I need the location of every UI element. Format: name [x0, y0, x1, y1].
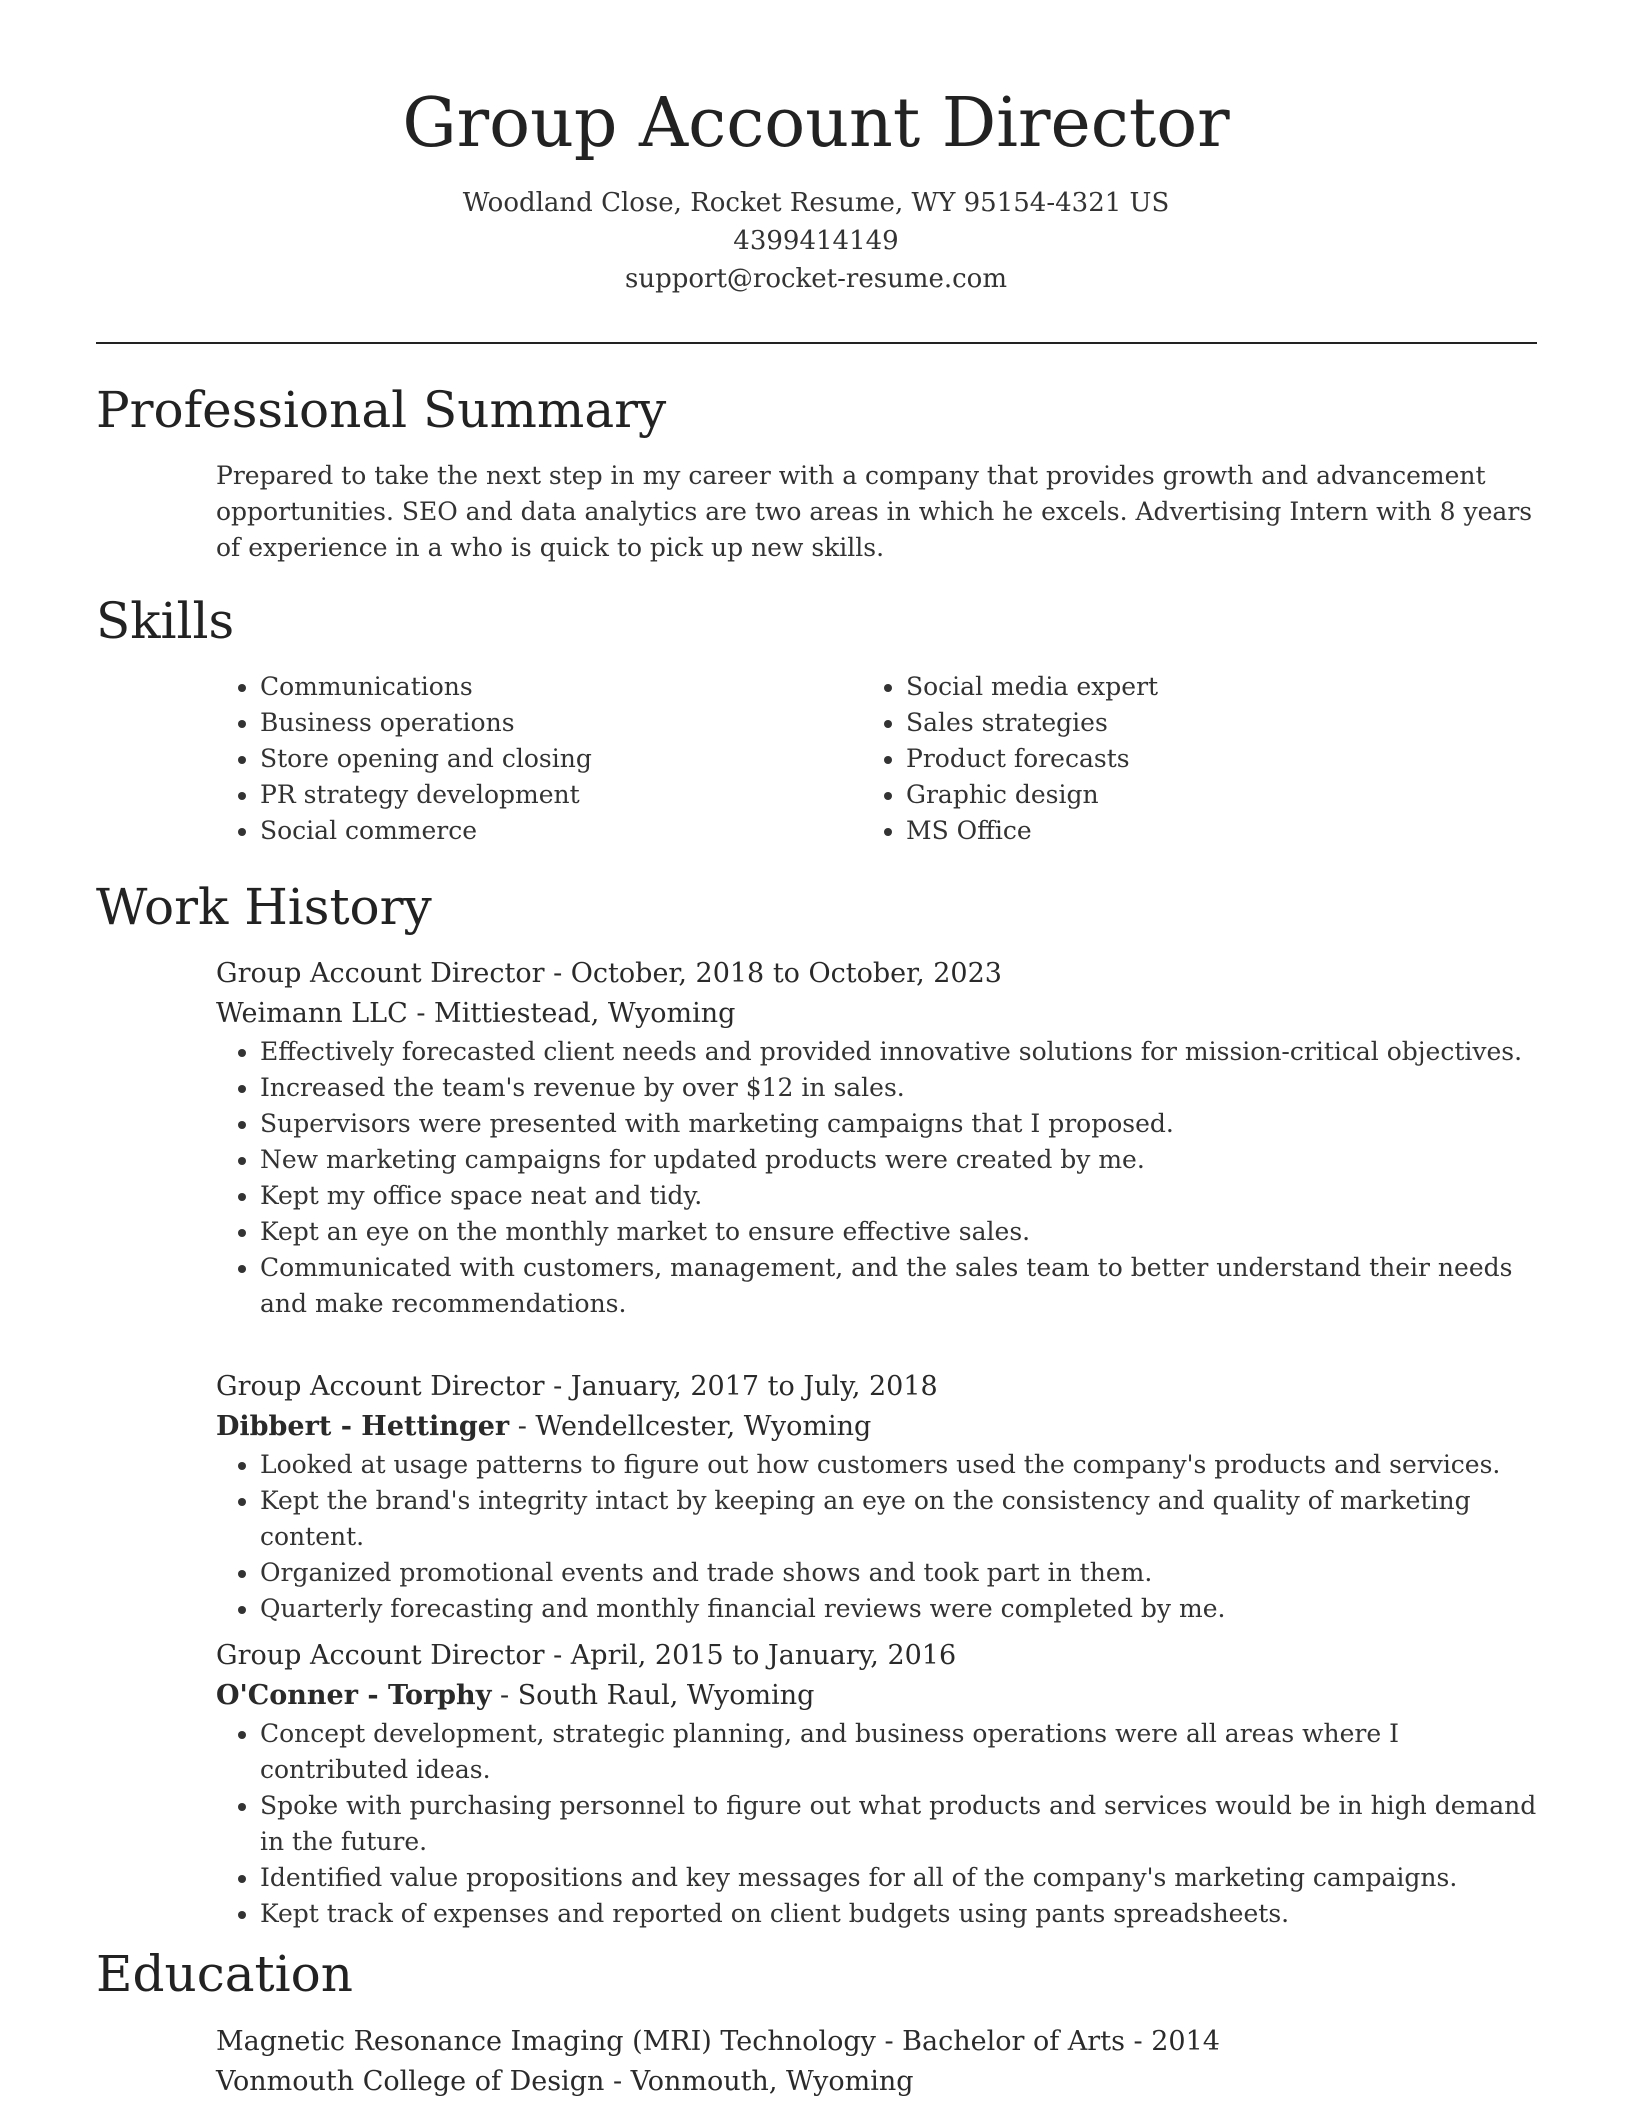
skill-item: • Product forecasts [906, 741, 1462, 777]
skill-item: • Business operations [260, 705, 816, 741]
skill-item: • Social media expert [906, 669, 1462, 705]
education-school-line [216, 2062, 1541, 2102]
job-company-line [216, 1407, 1541, 1447]
separator: - [544, 1371, 571, 1402]
contact-block [0, 184, 1632, 298]
job-bullet: • Kept an eye on the monthly market to ensure effective sales. [260, 1214, 1541, 1250]
job-bullet: • Looked at usage patterns to figure out how customers used the company's products and services. [260, 1447, 1541, 1483]
skill-item: • Communications [260, 669, 816, 705]
skills-column-right [862, 669, 1462, 849]
job-location: Mittiestead, Wyoming [434, 998, 736, 1029]
resume-header [0, 0, 1632, 298]
separator: - [491, 1680, 518, 1711]
job-bullet: • Kept the brand's integrity intact by keeping an eye on the consistency and quality of marketing content. [260, 1483, 1541, 1555]
job-bullet: • Quarterly forecasting and monthly financial reviews were completed by me. [260, 1591, 1541, 1627]
job-title-line [216, 954, 1541, 994]
contact-email: support@rocket-resume.com [624, 264, 1007, 294]
job-title: Group Account Director [216, 1640, 545, 1671]
job-title-line [216, 1636, 1541, 1676]
education-entry [216, 2022, 1541, 2102]
job-company-line [216, 1676, 1541, 1716]
job-entry [216, 1367, 1541, 1627]
contact-phone: 4399414149 [733, 226, 899, 256]
section-title-education: Education [96, 1945, 353, 2003]
job-entry [216, 1636, 1541, 1932]
separator: - [875, 2026, 903, 2057]
skills-list-left [216, 669, 816, 849]
section-title-work: Work History [96, 878, 432, 936]
skill-item: • PR strategy development [260, 777, 816, 813]
job-entry [216, 954, 1541, 1322]
separator: - [544, 958, 571, 989]
skills-column-left [216, 669, 816, 849]
job-title-line [216, 1367, 1541, 1407]
job-title: Group Account Director [216, 1371, 545, 1402]
job-dates: April, 2015 to January, 2016 [570, 1640, 957, 1671]
skill-item: • Graphic design [906, 777, 1462, 813]
education-location: Vonmouth, Wyoming [630, 2066, 914, 2097]
job-company: O'Conner - Torphy [216, 1680, 492, 1711]
education-degree-line [216, 2022, 1541, 2062]
job-company-line [216, 994, 1541, 1034]
job-location: Wendellcester, Wyoming [535, 1411, 872, 1442]
job-company: Weimann LLC [216, 998, 408, 1029]
job-bullet: • Increased the team's revenue by over $12 in sales. [260, 1070, 1541, 1106]
job-bullets [216, 1716, 1541, 1932]
skills-list-right [862, 669, 1462, 849]
job-dates: October, 2018 to October, 2023 [570, 958, 1002, 989]
education-field: Magnetic Resonance Imaging (MRI) Technology [216, 2026, 876, 2057]
summary-section [216, 458, 1541, 566]
job-bullets [216, 1447, 1541, 1627]
summary-text: Prepared to take the next step in my career with a company that provides growth and advancement opportunities. SEO and data analytics are two areas in which he excels. Advertising Intern with 8 years of experience in a who is quick to pick up new skills. [216, 461, 1533, 562]
education-school: Vonmouth College of Design [216, 2066, 605, 2097]
job-bullet: • Kept track of expenses and reported on client budgets using pants spreadsheets. [260, 1896, 1541, 1932]
separator: - [1124, 2026, 1152, 2057]
job-bullet: • Effectively forecasted client needs and provided innovative solutions for mission-critical objectives. [260, 1034, 1541, 1070]
job-bullet: • Communicated with customers, management, and the sales team to better understand their needs and make recommendations. [260, 1250, 1541, 1322]
candidate-name: Group Account Director [402, 84, 1230, 163]
skill-item: • Sales strategies [906, 705, 1462, 741]
job-location: South Raul, Wyoming [517, 1680, 815, 1711]
job-bullet: • Concept development, strategic planning, and business operations were all areas where I contributed ideas. [260, 1716, 1541, 1788]
separator: - [407, 998, 435, 1029]
education-degree: Bachelor of Arts [902, 2026, 1125, 2057]
job-company: Dibbert - Hettinger [216, 1411, 510, 1442]
job-bullet: • Spoke with purchasing personnel to figure out what products and services would be in high demand in the future. [260, 1788, 1541, 1860]
job-bullet: • Organized promotional events and trade shows and took part in them. [260, 1555, 1541, 1591]
education-year: 2014 [1151, 2026, 1220, 2057]
section-title-skills: Skills [96, 592, 235, 650]
job-bullet: • Supervisors were presented with marketing campaigns that I proposed. [260, 1106, 1541, 1142]
skill-item: • Social commerce [260, 813, 816, 849]
contact-address: Woodland Close, Rocket Resume, WY 95154-4321 US [462, 188, 1170, 218]
separator: - [604, 2066, 631, 2097]
separator: - [544, 1640, 571, 1671]
job-title: Group Account Director [216, 958, 545, 989]
job-bullets [216, 1034, 1541, 1322]
skill-item: • MS Office [906, 813, 1462, 849]
job-bullet: • Kept my office space neat and tidy. [260, 1178, 1541, 1214]
job-bullet: • Identified value propositions and key messages for all of the company's marketing campaigns. [260, 1860, 1541, 1896]
header-divider [96, 342, 1537, 344]
job-dates: January, 2017 to July, 2018 [570, 1371, 938, 1402]
skill-item: • Store opening and closing [260, 741, 816, 777]
job-bullet: • New marketing campaigns for updated products were created by me. [260, 1142, 1541, 1178]
separator: - [509, 1411, 536, 1442]
section-title-summary: Professional Summary [96, 381, 667, 439]
